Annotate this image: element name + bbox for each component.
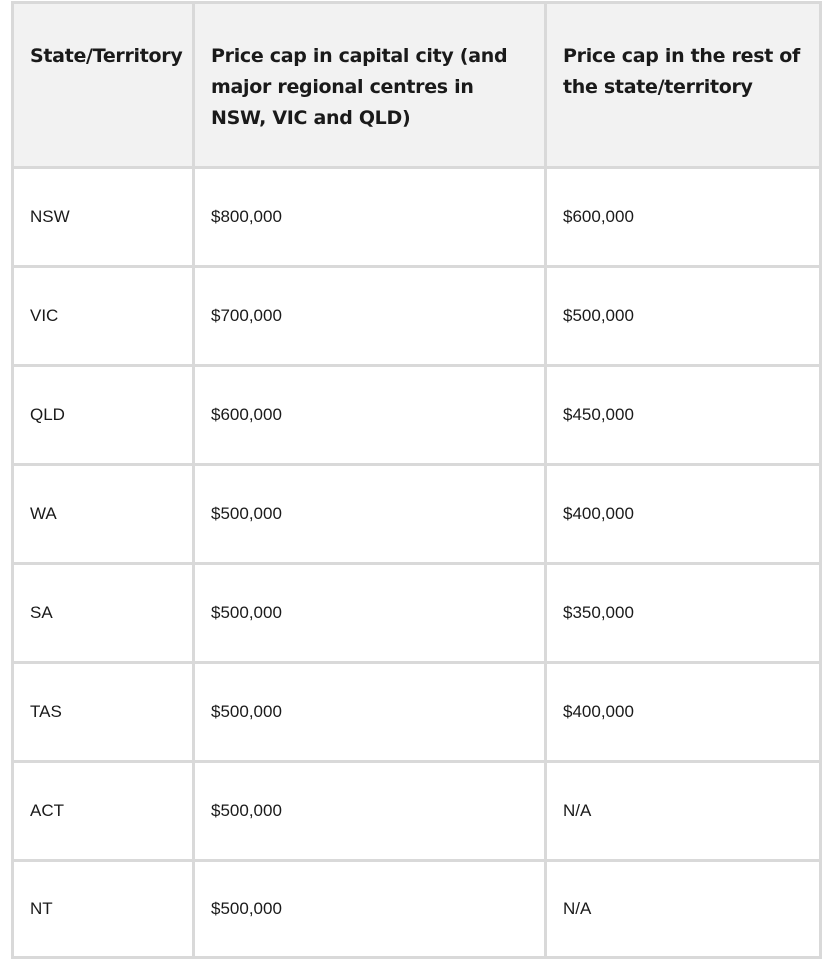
table-body [13, 168, 821, 958]
capital-cap-cell: $500,000 [194, 762, 546, 861]
rest-cap-cell: N/A [546, 861, 821, 958]
table-row [13, 762, 821, 861]
state-cell: VIC [13, 267, 194, 366]
rest-cap-cell: $400,000 [546, 663, 821, 762]
header-row [13, 3, 821, 168]
table-row [13, 366, 821, 465]
table-row [13, 861, 821, 958]
rest-cap-cell: $450,000 [546, 366, 821, 465]
capital-cap-cell: $500,000 [194, 465, 546, 564]
rest-cap-cell: $400,000 [546, 465, 821, 564]
table-row [13, 168, 821, 267]
state-cell: NSW [13, 168, 194, 267]
rest-cap-cell: $350,000 [546, 564, 821, 663]
table-header [13, 3, 821, 168]
rest-cap-cell: $600,000 [546, 168, 821, 267]
table-row [13, 267, 821, 366]
capital-cap-cell: $500,000 [194, 663, 546, 762]
header-capital-city-cap: Price cap in capital city (and major regional centres in NSW, VIC and QLD) [194, 3, 546, 168]
table-row [13, 564, 821, 663]
header-rest-of-state-cap: Price cap in the rest of the state/territory [546, 3, 821, 168]
capital-cap-cell: $500,000 [194, 564, 546, 663]
capital-cap-cell: $800,000 [194, 168, 546, 267]
state-cell: ACT [13, 762, 194, 861]
capital-cap-cell: $700,000 [194, 267, 546, 366]
state-cell: QLD [13, 366, 194, 465]
rest-cap-cell: $500,000 [546, 267, 821, 366]
rest-cap-cell: N/A [546, 762, 821, 861]
capital-cap-cell: $600,000 [194, 366, 546, 465]
capital-cap-cell: $500,000 [194, 861, 546, 958]
price-cap-table [11, 1, 822, 959]
state-cell: SA [13, 564, 194, 663]
table-row [13, 663, 821, 762]
header-state-territory: State/Territory [13, 3, 194, 168]
table-row [13, 465, 821, 564]
state-cell: TAS [13, 663, 194, 762]
state-cell: NT [13, 861, 194, 958]
state-cell: WA [13, 465, 194, 564]
